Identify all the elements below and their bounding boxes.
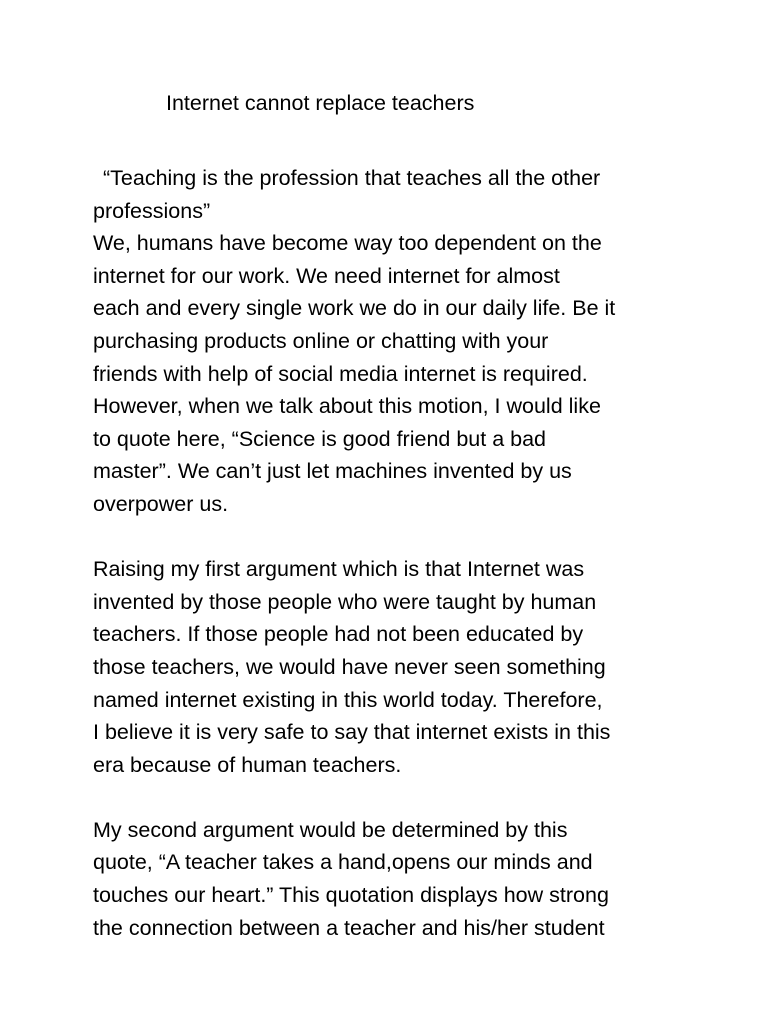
text-line: the connection between a teacher and his/her student: [93, 915, 605, 940]
text-line: era because of human teachers.: [93, 752, 402, 777]
text-line: purchasing products online or chatting with your: [93, 328, 549, 353]
first-argument-paragraph: [93, 553, 693, 781]
document-title: Internet cannot replace teachers: [166, 91, 475, 115]
introduction-paragraph: [93, 227, 693, 520]
text-line: friends with help of social media internet is required.: [93, 361, 588, 386]
text-line: We, humans have become way too dependent on the: [93, 231, 602, 256]
text-line: teachers. If those people had not been educated by: [93, 622, 584, 647]
opening-quote-paragraph: [93, 162, 693, 227]
text-line: I believe it is very safe to say that internet exists in this: [93, 720, 611, 745]
text-line: touches our heart.” This quotation displays how strong: [93, 883, 609, 908]
text-line: “Teaching is the profession that teaches all the other: [103, 166, 601, 190]
text-line: named internet existing in this world today. Therefore,: [93, 687, 603, 712]
text-line: internet for our work. We need internet for almost: [93, 263, 560, 288]
text-line: overpower us.: [93, 491, 229, 516]
text-line: However, when we talk about this motion, I would like: [93, 394, 601, 419]
paragraph-spacer: [93, 521, 693, 554]
text-line: My second argument would be determined by this: [93, 817, 568, 842]
paragraph-spacer: [93, 781, 693, 814]
text-line: to quote here, “Science is good friend but a bad: [93, 426, 547, 451]
text-line: quote, “A teacher takes a hand,opens our minds and: [93, 850, 593, 875]
text-line: invented by those people who were taught by human: [93, 589, 597, 614]
text-line: professions”: [93, 198, 211, 223]
second-argument-paragraph: [93, 814, 693, 944]
text-line: Raising my first argument which is that Internet was: [93, 557, 585, 582]
text-line: master”. We can’t just let machines invented by us: [93, 459, 572, 484]
text-line: each and every single work we do in our daily life. Be it: [93, 296, 616, 321]
text-line: those teachers, we would have never seen something: [93, 654, 606, 679]
document-body: [93, 162, 693, 944]
